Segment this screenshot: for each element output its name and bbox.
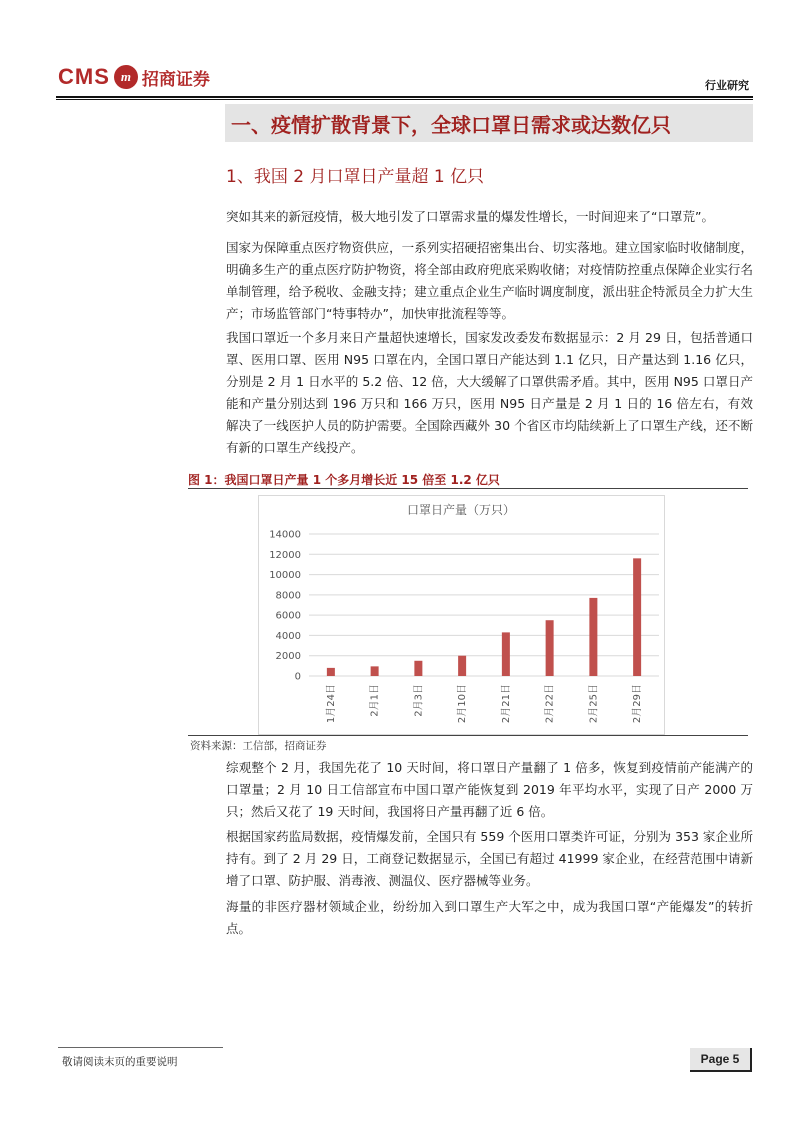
chart-bar <box>502 632 510 676</box>
report-category: 行业研究 <box>705 79 749 92</box>
y-tick-label: 10000 <box>269 570 301 582</box>
logo-cms-text: CMS <box>58 64 110 89</box>
x-tick-label: 1月24日 <box>325 684 337 724</box>
chart-gridlines <box>309 534 659 676</box>
chart-frame <box>258 495 665 735</box>
chart-bar <box>458 656 466 676</box>
header-divider-thin <box>56 99 753 100</box>
paragraph: 综观整个 2 月，我国先花了 10 天时间，将口罩日产量翻了 1 倍多，恢复到疫情前产能满产的口罩量；2 月 10 日工信部宣布中国口罩产能恢复到 2019 年平均水平，实现了日产 2000 万只；然后又花了 19 天时间，我国将日产量再翻了近 6 倍。 <box>226 760 753 819</box>
logo-company-name: 招商证券 <box>141 69 210 90</box>
chart-bar <box>589 598 597 676</box>
figure-source: 资料来源：工信部，招商证券 <box>190 740 327 752</box>
paragraph: 我国口罩近一个多月来日产量超快速增长，国家发改委发布数据显示：2 月 29 日，包括普通口罩、医用口罩、医用 N95 口罩在内，全国口罩日产能达到 1.1 亿只，日产量达到 1.16 亿只，分别是 2 月 1 日水平的 5.2 倍、12 倍，大大缓解了口罩供需矛盾。其中，医用 N95 口罩日产能和产量分别达到 196 万只和 166 万只，医用 N95 日产量是 2 月 1 日的 16 倍左右，有效解决了一线医护人员的防护需要。全国除西藏外 30 个省区市均陆续新上了口罩生产线，还不断有新的口罩生产线投产。 <box>226 330 753 455</box>
chart-bar <box>327 668 335 676</box>
paragraph: 根据国家药监局数据，疫情爆发前，全国只有 559 个医用口罩类许可证，分别为 353 家企业所持有。到了 2 月 29 日，工商登记数据显示，全国已有超过 41999 家企业，在经营范围中请新增了口罩、防护服、消毒液、测温仪、医疗器械等业务。 <box>226 829 753 888</box>
header-divider <box>56 96 753 98</box>
x-tick-label: 2月3日 <box>413 684 425 717</box>
y-tick-label: 0 <box>294 671 301 683</box>
y-tick-label: 2000 <box>275 651 301 663</box>
figure-title: 图 1：我国口罩日产量 1 个多月增长近 15 倍至 1.2 亿只 <box>188 473 500 487</box>
chart-bar <box>633 558 641 676</box>
chart-x-axis <box>325 684 643 723</box>
x-tick-label: 2月22日 <box>544 684 556 724</box>
figure-top-rule <box>188 488 748 489</box>
x-tick-label: 2月10日 <box>457 684 469 724</box>
paragraph: 海量的非医疗器材领域企业，纷纷加入到口罩生产大军之中，成为我国口罩“产能爆发”的转折点。 <box>226 899 753 936</box>
chart-y-axis <box>269 530 301 683</box>
x-tick-label: 2月25日 <box>588 684 600 724</box>
y-tick-label: 6000 <box>275 610 301 622</box>
y-tick-label: 14000 <box>269 529 301 541</box>
subsection-title: 1、我国 2 月口罩日产量超 1 亿只 <box>226 167 485 187</box>
page-number-box <box>690 1048 752 1072</box>
y-tick-label: 4000 <box>275 630 301 642</box>
paragraph: 突如其来的新冠疫情，极大地引发了口罩需求量的爆发性增长，一时间迎来了“口罩荒”。 <box>226 209 714 224</box>
section-title-box <box>225 104 753 142</box>
section-title: 一、疫情扩散背景下，全球口罩日需求或达数亿只 <box>231 112 671 137</box>
bar-chart <box>259 496 664 734</box>
x-tick-label: 2月1日 <box>369 684 381 717</box>
figure-bottom-rule <box>188 735 748 736</box>
footer-disclaimer-note: 敬请阅读末页的重要说明 <box>62 1056 178 1068</box>
company-logo <box>58 60 210 94</box>
page-number: Page 5 <box>700 1052 740 1066</box>
chart-bar <box>371 666 379 676</box>
y-tick-label: 12000 <box>269 549 301 561</box>
x-tick-label: 2月21日 <box>500 684 512 724</box>
chart-bars <box>327 558 641 676</box>
logo-emblem-icon: m <box>114 65 138 89</box>
chart-bar <box>546 620 554 676</box>
chart-title: 口罩日产量（万只） <box>406 503 516 517</box>
chart-bar <box>414 661 422 676</box>
x-tick-label: 2月29日 <box>632 684 644 724</box>
footer-divider <box>58 1047 223 1048</box>
y-tick-label: 8000 <box>275 590 301 602</box>
paragraph: 国家为保障重点医疗物资供应，一系列实招硬招密集出台、切实落地。建立国家临时收储制度，明确多生产的重点医疗防护物资，将全部由政府兜底采购收储；对疫情防控重点保障企业实行名单制管理，给予税收、金融支持；建立重点企业生产临时调度制度，派出驻企特派员全力扩大生产；市场监管部门“特事特办”，加快审批流程等等。 <box>226 240 753 321</box>
